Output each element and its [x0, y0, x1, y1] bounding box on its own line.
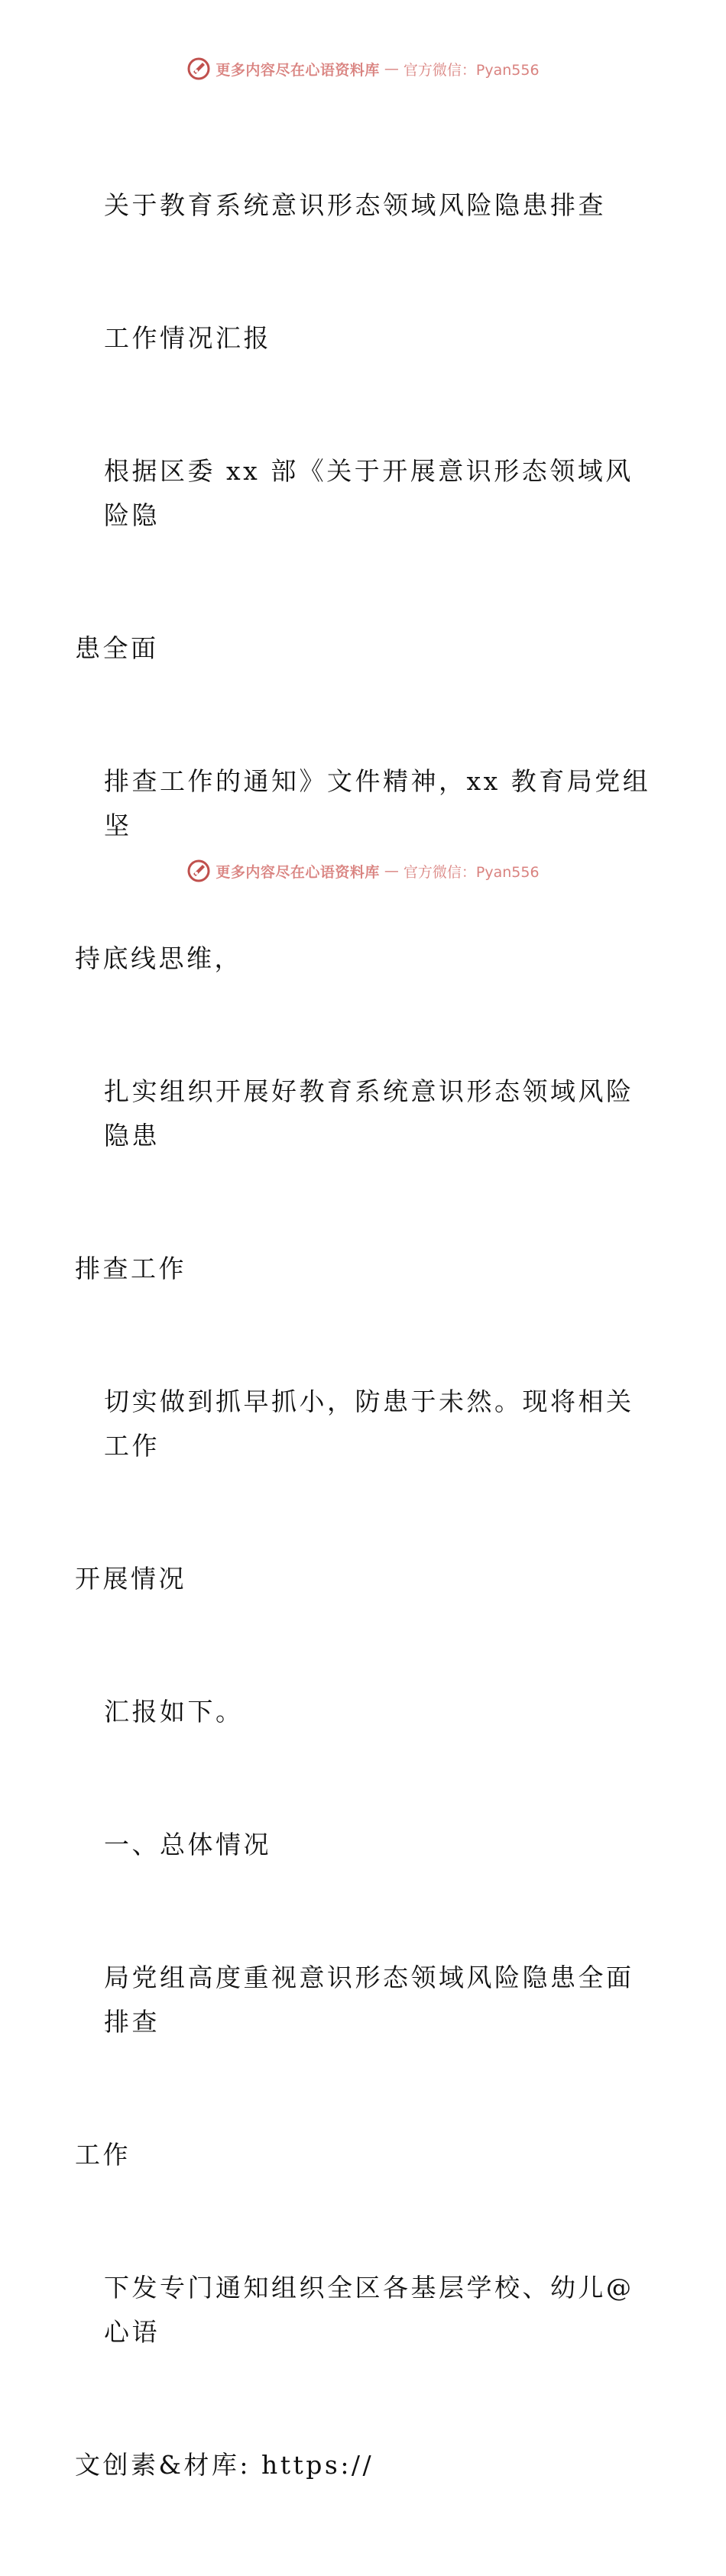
brand-logo-icon	[186, 859, 211, 883]
doc-line: 汇报如下。	[104, 1697, 244, 1727]
doc-line: 一、总体情况	[104, 1830, 271, 1859]
brand-logo-icon	[186, 57, 211, 81]
doc-line: 切实做到抓早抓小，防患于未然。现将相关工作	[104, 1387, 634, 1461]
document-text	[75, 95, 656, 2576]
doc-line: 开展情况	[75, 1564, 186, 1594]
banner-text: 更多内容尽在心语资料库	[216, 863, 380, 881]
banner-text: 更多内容尽在心语资料库	[216, 61, 380, 79]
banner-separator: —	[384, 60, 399, 77]
doc-line: 排查工作的通知》文件精神，xx 教育局党组坚	[104, 766, 651, 840]
document-body	[75, 95, 656, 2576]
banner-separator: —	[384, 862, 399, 879]
doc-line: 根据区委 xx 部《关于开展意识形态领域风险隐	[104, 456, 634, 530]
doc-line: 下发专门通知组织全区各基层学校、幼儿@心语	[104, 2273, 634, 2347]
doc-line: 持底线思维，	[75, 943, 242, 973]
footer-watermark	[0, 857, 726, 885]
header-watermark	[0, 55, 726, 83]
doc-line: 排查工作	[75, 1254, 186, 1283]
doc-line: 工作情况汇报	[104, 323, 271, 353]
doc-line: 工作	[75, 2140, 131, 2170]
banner-wechat: 官方微信：Pyan556	[403, 61, 540, 79]
doc-line: 关于教育系统意识形态领域风险隐患排查	[104, 190, 606, 220]
banner-wechat: 官方微信：Pyan556	[403, 863, 540, 881]
doc-line: 局党组高度重视意识形态领域风险隐患全面排查	[104, 1963, 634, 2037]
doc-line: 文创素&材库: https://	[75, 2450, 374, 2480]
doc-line: 扎实组织开展好教育系统意识形态领域风险隐患	[104, 1076, 634, 1150]
doc-line: 患全面	[75, 633, 159, 663]
